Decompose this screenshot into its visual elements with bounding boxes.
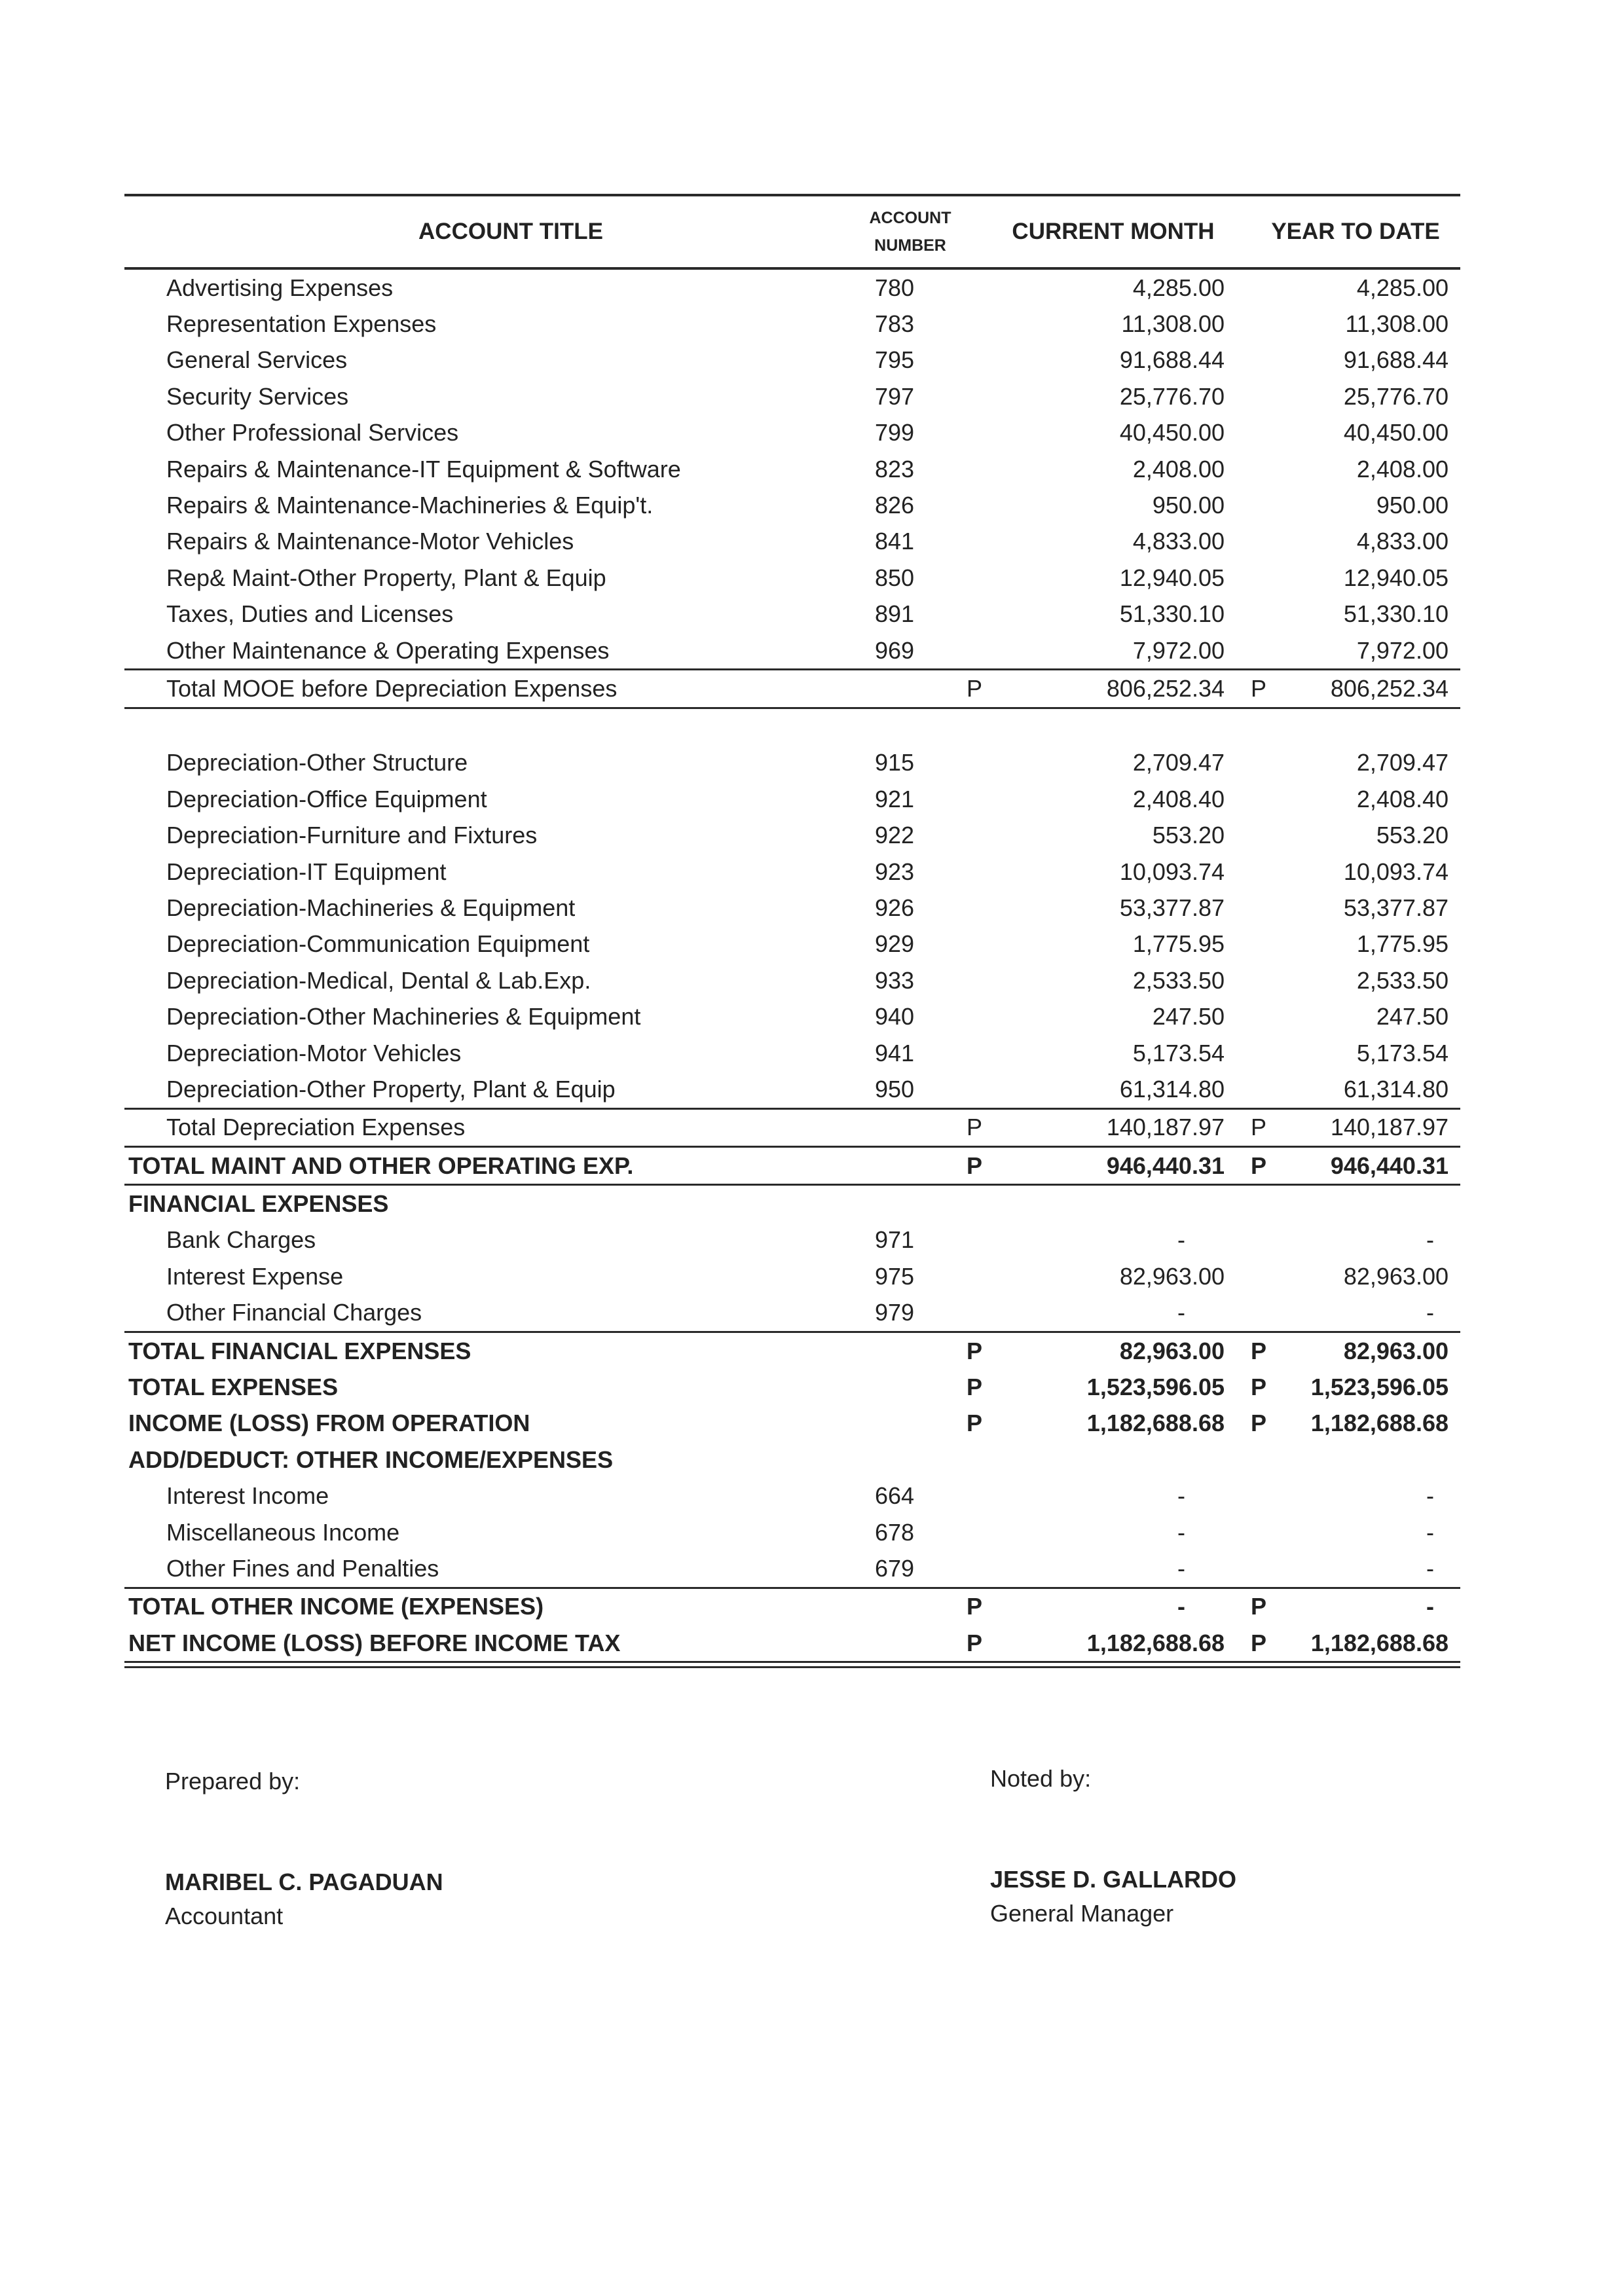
year-to-date-cell: 950.00 [1376, 492, 1449, 519]
account-number-cell: 850 [875, 564, 915, 591]
account-title-cell: Rep& Maint-Other Property, Plant & Equip [166, 564, 606, 591]
current-month-cell: 5,173.54 [1132, 1039, 1225, 1066]
year-to-date-cell: 53,377.87 [1343, 894, 1449, 921]
account-number-cell: 780 [875, 274, 915, 301]
depreciation-section [124, 745, 1460, 1108]
table-row [124, 415, 1460, 451]
current-month-cell: 7,972.00 [1132, 636, 1225, 664]
current-month-cell: 2,408.40 [1132, 785, 1225, 812]
table-row [124, 1071, 1460, 1107]
total-depreciation-row: Total Depreciation Expenses P 140,187.97 P 140,187.97 [166, 1114, 1449, 1141]
account-title-cell: Repairs & Maintenance-IT Equipment & Software [166, 455, 681, 483]
table-row [124, 524, 1460, 560]
account-title-cell: Depreciation-Other Machineries & Equipment [166, 1003, 641, 1030]
account-number-cell: 971 [875, 1226, 915, 1254]
table-row [124, 745, 1460, 781]
account-title-cell: Repairs & Maintenance-Machineries & Equip't. [166, 492, 654, 519]
income-from-operation-row: INCOME (LOSS) FROM OPERATION P 1,182,688.68 P 1,182,688.68 [128, 1410, 1449, 1437]
table-row [124, 1295, 1460, 1331]
year-to-date-cell: 40,450.00 [1343, 419, 1449, 446]
header-account-number: ACCOUNT NUMBER [869, 209, 951, 255]
year-to-date-cell: 4,285.00 [1356, 274, 1449, 301]
preparer-position: Accountant [165, 1903, 284, 1929]
account-number-cell: 823 [875, 455, 915, 483]
current-month-cell: - [1177, 1482, 1185, 1510]
table-row [124, 926, 1460, 962]
account-number-cell: 678 [875, 1518, 915, 1546]
current-month-cell: 247.50 [1152, 1003, 1225, 1030]
account-number-cell: 799 [875, 419, 915, 446]
year-to-date-cell: 5,173.54 [1356, 1039, 1449, 1066]
account-number-cell: 950 [875, 1075, 915, 1102]
year-to-date-cell: 4,833.00 [1356, 528, 1449, 555]
account-number-cell: 941 [875, 1039, 915, 1066]
prepared-by-label: Prepared by: [165, 1768, 301, 1795]
account-title-cell: Other Maintenance & Operating Expenses [166, 636, 610, 664]
net-income-row: NET INCOME (LOSS) BEFORE INCOME TAX P 1,182,688.68 P 1,182,688.68 [128, 1629, 1449, 1656]
year-to-date-cell: 11,308.00 [1345, 310, 1449, 338]
account-number-cell: 923 [875, 858, 915, 885]
table-row [124, 854, 1460, 890]
current-month-cell: 12,940.05 [1119, 564, 1225, 591]
total-other-income-row: TOTAL OTHER INCOME (EXPENSES) P - P - [128, 1593, 1434, 1620]
table-row [124, 1478, 1460, 1514]
header-current-month: CURRENT MONTH [1012, 219, 1215, 244]
year-to-date-cell: - [1426, 1518, 1434, 1546]
current-month-cell: 10,093.74 [1119, 858, 1225, 885]
year-to-date-cell: - [1426, 1299, 1434, 1326]
current-month-cell: 2,709.47 [1132, 749, 1225, 776]
year-to-date-cell: 2,533.50 [1356, 966, 1449, 994]
current-month-cell: 91,688.44 [1119, 346, 1225, 374]
account-number-cell: 826 [875, 492, 915, 519]
year-to-date-cell: - [1426, 1554, 1434, 1582]
current-month-cell: 4,833.00 [1132, 528, 1225, 555]
table-header [124, 196, 1460, 267]
header-year-to-date: YEAR TO DATE [1271, 219, 1440, 244]
total-expenses-row: TOTAL EXPENSES P 1,523,596.05 P 1,523,596.05 [128, 1374, 1449, 1401]
current-month-cell: 40,450.00 [1119, 419, 1225, 446]
header-account-title: ACCOUNT TITLE [418, 219, 603, 244]
year-to-date-cell: - [1426, 1482, 1434, 1510]
total-financial-expenses-row: TOTAL FINANCIAL EXPENSES P 82,963.00 P 82,963.00 [128, 1337, 1449, 1364]
account-number-cell: 841 [875, 528, 915, 555]
table-row [124, 632, 1460, 668]
account-number-cell: 783 [875, 310, 915, 338]
noted-by-block [990, 1765, 1236, 1927]
account-number-cell: 979 [875, 1299, 915, 1326]
table-row [124, 890, 1460, 926]
year-to-date-cell: 2,709.47 [1356, 749, 1449, 776]
year-to-date-cell: 91,688.44 [1343, 346, 1449, 374]
year-to-date-cell: 61,314.80 [1343, 1075, 1449, 1102]
year-to-date-cell: 7,972.00 [1356, 636, 1449, 664]
year-to-date-cell: 553.20 [1376, 822, 1449, 849]
current-month-cell: 553.20 [1152, 822, 1225, 849]
current-month-cell: 2,408.00 [1132, 455, 1225, 483]
current-month-cell: - [1177, 1226, 1185, 1254]
year-to-date-cell: 1,775.95 [1356, 930, 1449, 958]
account-title-cell: Depreciation-Motor Vehicles [166, 1039, 462, 1066]
year-to-date-cell: 10,093.74 [1343, 858, 1449, 885]
table-row [124, 306, 1460, 342]
account-number-cell: 926 [875, 894, 915, 921]
table-row [124, 378, 1460, 414]
current-month-cell: 1,775.95 [1132, 930, 1225, 958]
account-number-cell: 922 [875, 822, 915, 849]
year-to-date-cell: 12,940.05 [1343, 564, 1449, 591]
account-number-cell: 891 [875, 600, 915, 628]
current-month-cell: 950.00 [1152, 492, 1225, 519]
financial-section [124, 1222, 1460, 1331]
account-number-cell: 795 [875, 346, 915, 374]
account-title-cell: Taxes, Duties and Licenses [166, 600, 454, 628]
noted-by-label: Noted by: [990, 1765, 1092, 1792]
account-title-cell: Depreciation-Other Structure [166, 749, 468, 776]
year-to-date-cell: 25,776.70 [1343, 382, 1449, 410]
current-month-cell: 53,377.87 [1119, 894, 1225, 921]
current-month-cell: 2,533.50 [1132, 966, 1225, 994]
noter-name: JESSE D. GALLARDO [990, 1866, 1237, 1893]
current-month-cell: - [1177, 1299, 1185, 1326]
account-number-cell: 975 [875, 1262, 915, 1290]
account-title-cell: Other Financial Charges [166, 1299, 422, 1326]
current-month-cell: 4,285.00 [1132, 274, 1225, 301]
account-title-cell: Interest Income [166, 1482, 329, 1510]
account-number-cell: 915 [875, 749, 915, 776]
table-row [124, 962, 1460, 998]
table-row [124, 1550, 1460, 1586]
income-statement-table [124, 194, 1460, 1668]
table-row [124, 1222, 1460, 1258]
current-month-cell: 51,330.10 [1119, 600, 1225, 628]
year-to-date-cell: 2,408.00 [1356, 455, 1449, 483]
current-month-cell: 61,314.80 [1119, 1075, 1225, 1102]
year-to-date-cell: 82,963.00 [1343, 1262, 1449, 1290]
year-to-date-cell: 51,330.10 [1343, 600, 1449, 628]
account-number-cell: 969 [875, 636, 915, 664]
table-row [124, 596, 1460, 632]
account-title-cell: Representation Expenses [166, 310, 437, 338]
noter-position: General Manager [990, 1900, 1174, 1927]
current-month-cell: 25,776.70 [1119, 382, 1225, 410]
account-title-cell: Depreciation-IT Equipment [166, 858, 447, 885]
account-title-cell: Depreciation-Machineries & Equipment [166, 894, 576, 921]
mooe-section [124, 270, 1460, 668]
account-number-cell: 933 [875, 966, 915, 994]
account-title-cell: Depreciation-Office Equipment [166, 785, 487, 812]
total-mooe-row: TOTAL MAINT AND OTHER OPERATING EXP. P 946,440.31 P 946,440.31 [128, 1152, 1449, 1179]
account-title-cell: Repairs & Maintenance-Motor Vehicles [166, 528, 574, 555]
account-title-cell: Security Services [166, 382, 349, 410]
table-row [124, 487, 1460, 523]
account-title-cell: Bank Charges [166, 1226, 316, 1254]
account-title-cell: Interest Expense [166, 1262, 344, 1290]
current-month-cell: 82,963.00 [1119, 1262, 1225, 1290]
account-title-cell: Depreciation-Medical, Dental & Lab.Exp. [166, 966, 591, 994]
account-title-cell: Depreciation-Communication Equipment [166, 930, 590, 958]
account-number-cell: 929 [875, 930, 915, 958]
account-title-cell: Depreciation-Other Property, Plant & Equip [166, 1075, 616, 1102]
table-row [124, 998, 1460, 1034]
table-row [124, 1258, 1460, 1294]
year-to-date-cell: 2,408.40 [1356, 785, 1449, 812]
table-row [124, 451, 1460, 487]
other-income-section [124, 1478, 1460, 1587]
account-number-cell: 921 [875, 785, 915, 812]
table-row [124, 817, 1460, 853]
table-row [124, 560, 1460, 596]
table-row [124, 1514, 1460, 1550]
account-number-cell: 664 [875, 1482, 915, 1510]
prepared-by-block [165, 1768, 443, 1930]
account-title-cell: Other Professional Services [166, 419, 459, 446]
account-title-cell: General Services [166, 346, 348, 374]
current-month-cell: - [1177, 1554, 1185, 1582]
table-row [124, 270, 1460, 306]
table-row [124, 781, 1460, 817]
table-row [124, 1035, 1460, 1071]
account-title-cell: Depreciation-Furniture and Fixtures [166, 822, 538, 849]
other-income-heading: ADD/DEDUCT: OTHER INCOME/EXPENSES [128, 1446, 614, 1473]
account-number-cell: 940 [875, 1003, 915, 1030]
account-number-cell: 679 [875, 1554, 915, 1582]
total-mooe-before-depreciation-row: Total MOOE before Depreciation Expenses P 806,252.34 P 806,252.34 [166, 674, 1449, 702]
table-row [124, 342, 1460, 378]
account-title-cell: Other Fines and Penalties [166, 1554, 439, 1582]
account-title-cell: Advertising Expenses [166, 274, 394, 301]
current-month-cell: 11,308.00 [1121, 310, 1225, 338]
financial-expenses-heading: FINANCIAL EXPENSES [128, 1190, 389, 1218]
account-number-cell: 797 [875, 382, 915, 410]
year-to-date-cell: 247.50 [1376, 1003, 1449, 1030]
current-month-cell: - [1177, 1518, 1185, 1546]
preparer-name: MARIBEL C. PAGADUAN [165, 1868, 443, 1895]
account-title-cell: Miscellaneous Income [166, 1518, 400, 1546]
double-underline [124, 1661, 1460, 1668]
year-to-date-cell: - [1426, 1226, 1434, 1254]
